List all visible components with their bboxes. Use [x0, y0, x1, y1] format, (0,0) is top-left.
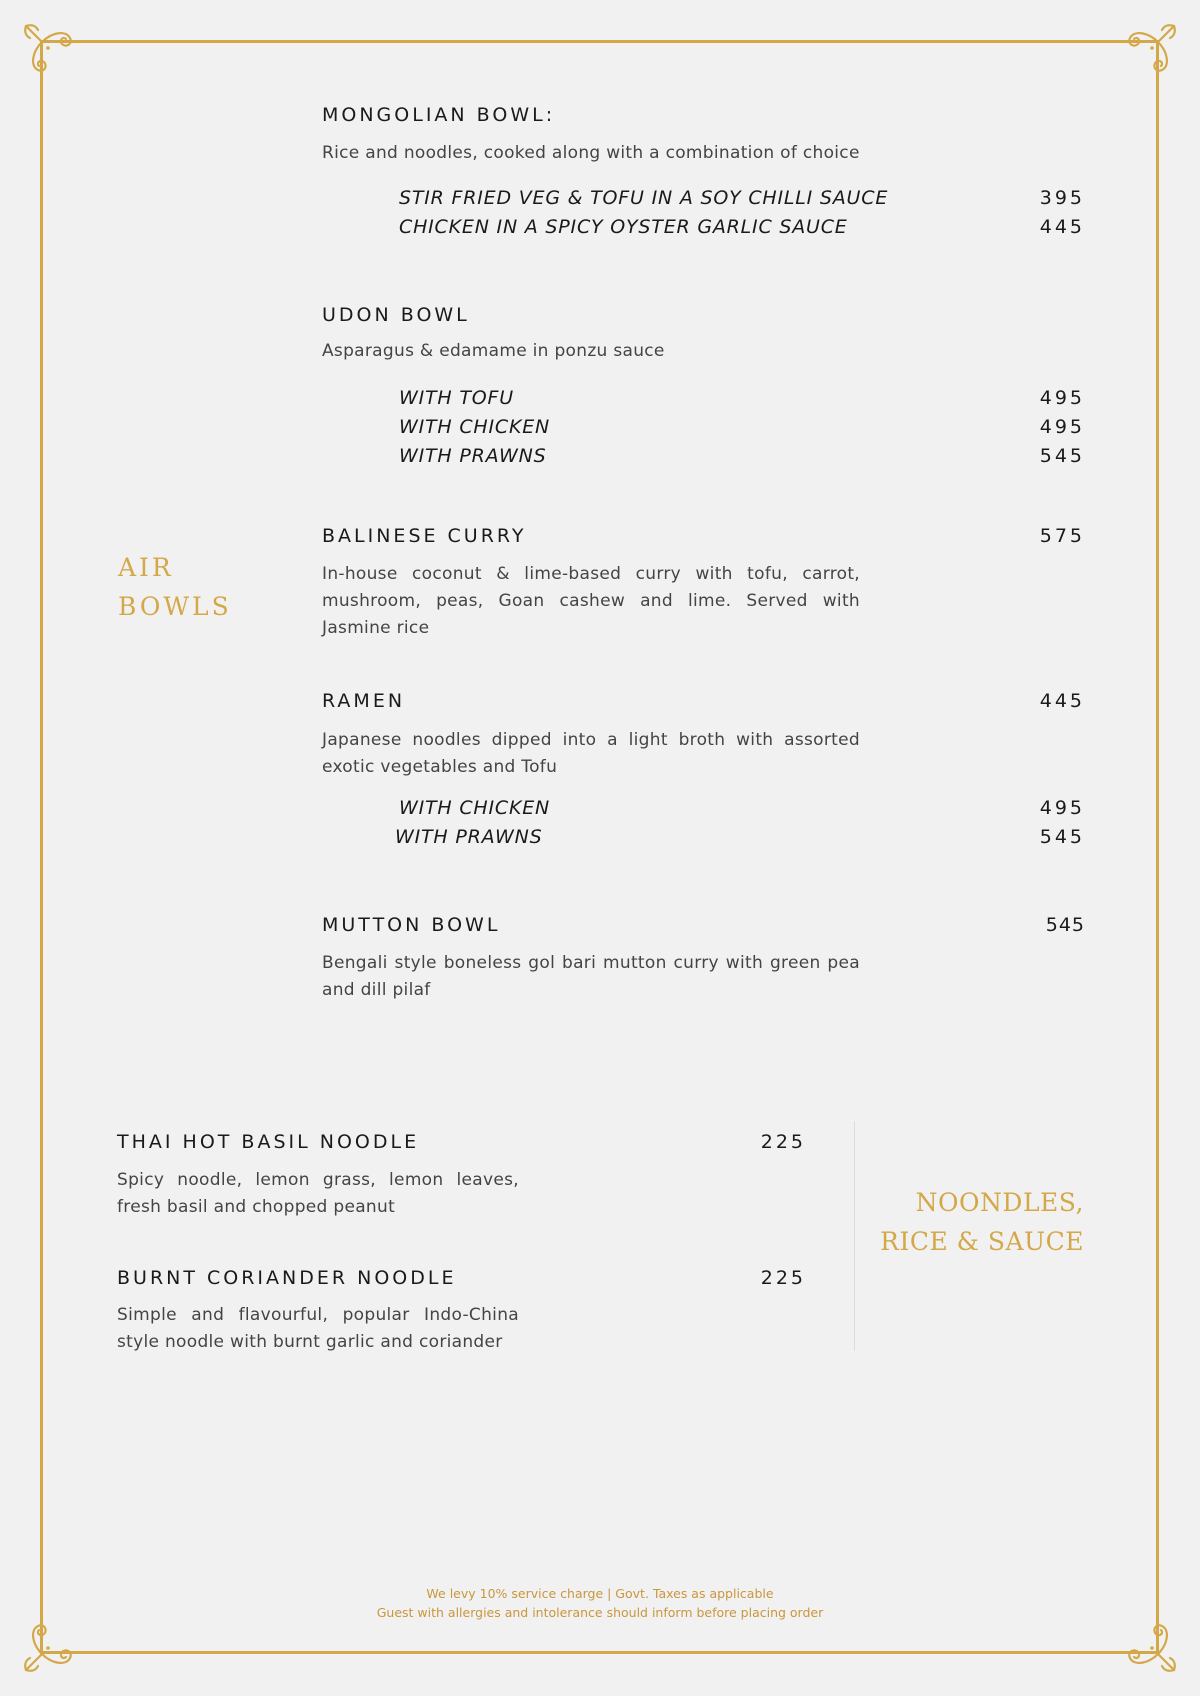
item-name-mongolian-bowl: MONGOLIAN BOWL: — [322, 104, 556, 126]
item-name-udon-bowl: UDON BOWL — [322, 304, 470, 326]
item-price-balinese-curry: 575 — [1039, 525, 1085, 547]
item-description-thai-hot-basil-noodle: Spicy noodle, lemon grass, lemon leaves, fresh basil and chopped peanut — [117, 1170, 519, 1217]
variant-label: WITH TOFU — [399, 387, 514, 409]
variant-price: 495 — [1039, 416, 1085, 438]
variant-label: WITH CHICKEN — [399, 797, 551, 819]
item-name-balinese-curry: BALINESE CURRY — [322, 525, 527, 547]
item-name-burnt-coriander-noodle: BURNT CORIANDER NOODLE — [117, 1267, 457, 1289]
corner-ornament-icon — [18, 1616, 80, 1678]
item-description-mutton-bowl: Bengali style boneless gol bari mutton curry with green pea and dill pilaf — [322, 953, 860, 1000]
variant-price: 395 — [1039, 187, 1085, 209]
footer-allergy-note: Guest with allergies and intolerance should inform before placing order — [376, 1605, 824, 1620]
item-name-thai-hot-basil-noodle: THAI HOT BASIL NOODLE — [117, 1131, 420, 1153]
variant-price: 495 — [1039, 387, 1085, 409]
item-description-burnt-coriander-noodle: Simple and flavourful, popular Indo-China style noodle with burnt garlic and coriander — [117, 1305, 519, 1352]
section-title-air-bowls — [118, 548, 232, 626]
variant-label: WITH PRAWNS — [399, 445, 547, 467]
item-price-thai-hot-basil-noodle: 225 — [760, 1131, 806, 1153]
variant-label: WITH CHICKEN — [399, 416, 551, 438]
variant-price: 445 — [1039, 216, 1085, 238]
item-name-ramen: RAMEN — [322, 690, 406, 712]
corner-ornament-icon — [1120, 18, 1182, 80]
item-description-ramen: Japanese noodles dipped into a light broth with assorted exotic vegetables and Tofu — [322, 730, 860, 777]
variant-label: WITH PRAWNS — [395, 826, 543, 848]
variant-price: 545 — [1039, 445, 1085, 467]
footer-service-charge: We levy 10% service charge | Govt. Taxes as applicable — [426, 1586, 774, 1601]
section-title-line: AIR — [118, 553, 174, 582]
section-title-line: BOWLS — [118, 592, 232, 621]
section-title-line: RICE & SAUCE — [880, 1227, 1084, 1256]
item-description-udon-bowl: Asparagus & edamame in ponzu sauce — [322, 341, 665, 361]
section-title-line: NOONDLES, — [915, 1188, 1084, 1217]
variant-label: STIR FRIED VEG & TOFU IN A SOY CHILLI SAUCE — [399, 187, 889, 209]
variant-price: 545 — [1039, 826, 1085, 848]
item-price-mutton-bowl: 545 — [1045, 914, 1085, 936]
item-description-mongolian-bowl: Rice and noodles, cooked along with a combination of choice — [322, 143, 860, 163]
item-description-balinese-curry: In-house coconut & lime-based curry with tofu, carrot, mushroom, peas, Goan cashew and lime. Served with Jasmine rice — [322, 564, 860, 638]
variant-price: 495 — [1039, 797, 1085, 819]
item-price-burnt-coriander-noodle: 225 — [760, 1267, 806, 1289]
corner-ornament-icon — [18, 18, 80, 80]
footer-notes — [0, 1584, 1200, 1622]
item-price-ramen: 445 — [1039, 690, 1085, 712]
variant-label: CHICKEN IN A SPICY OYSTER GARLIC SAUCE — [399, 216, 848, 238]
section-divider — [854, 1121, 855, 1351]
corner-ornament-icon — [1120, 1616, 1182, 1678]
section-title-noodles-rice-sauce — [860, 1183, 1084, 1261]
item-name-mutton-bowl: MUTTON BOWL — [322, 914, 501, 936]
